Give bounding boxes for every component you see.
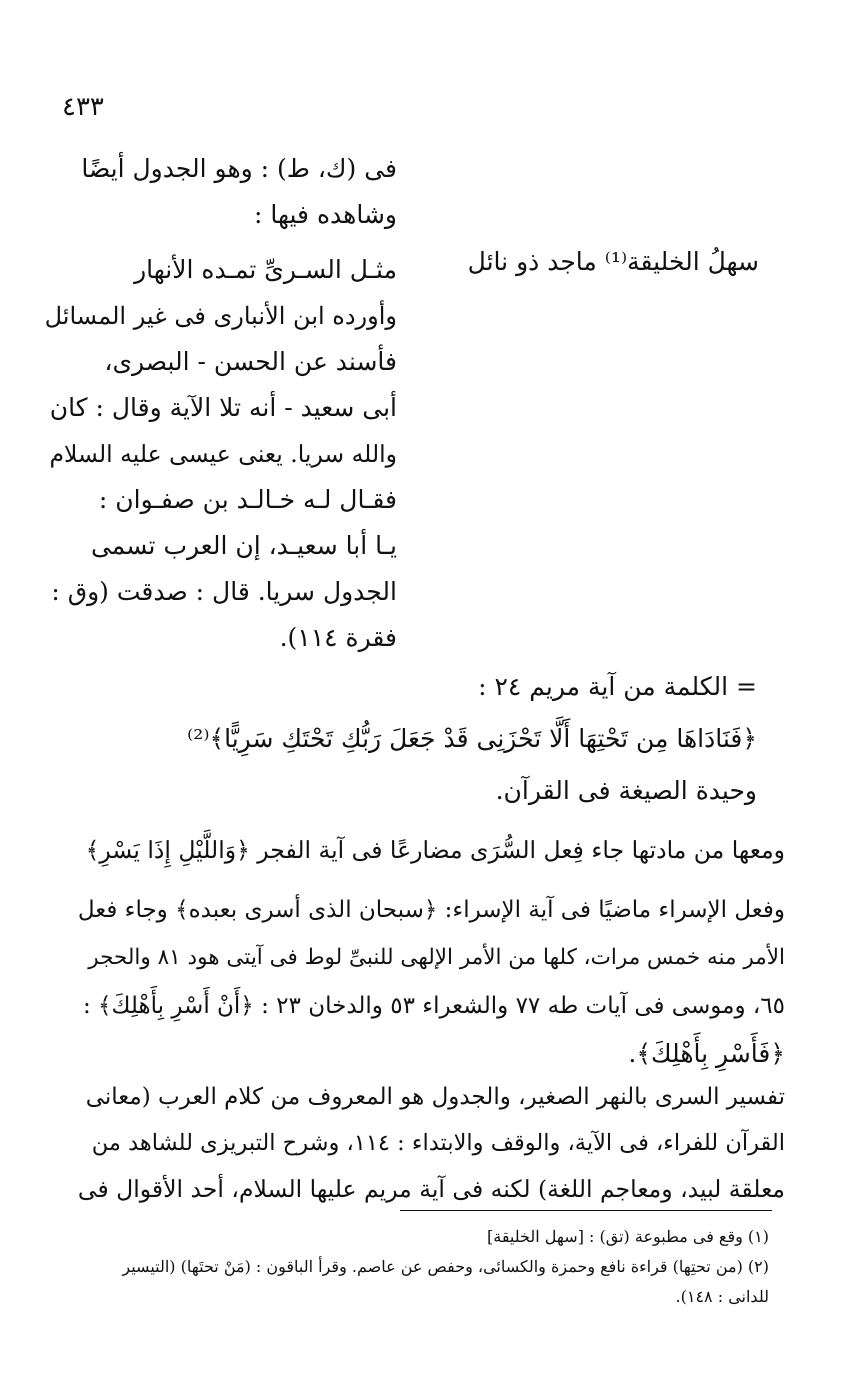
footnote-1: (١) وقع فى مطبوعة (تق) : [سهل الخليقة]	[487, 1227, 769, 1246]
quran-verse: ﴿فَنَادَاهَا مِن تَحْتِهَا أَلَّا تَحْزَنِى قَدْ جَعَلَ رَبُّكِ تَحْتَكِ سَرِيًّا﴾⁽²⁾	[187, 724, 757, 753]
paragraph-2	[77, 886, 785, 1078]
text-line: معلقة لبيد، ومعاجم اللغة) لكنه فى آية مريم عليها السلام، أحد الأقوال فى	[77, 1175, 785, 1203]
text-line: ٦٥، وموسى فى آيات طه ٧٧ والشعراء ٥٣ والدخان ٢٣ : ﴿أَنْ أَسْرِ بِأَهْلِكَ﴾ :	[82, 993, 785, 1019]
paragraph-3	[77, 1074, 785, 1212]
footnote-2: (٢) (من تحتِها) قراءة نافع وحمزة والكسائى، وحفص عن عاصم. وقرأ الباقون : (مَنْ تحتَها) (التيسير	[122, 1257, 769, 1276]
footnote-2-continued: للدانى : ١٤٨).	[675, 1287, 769, 1306]
footnotes	[77, 1222, 769, 1312]
text-line: تفسير السرى بالنهر الصغير، والجدول هو المعروف من كلام العرب (معانى	[85, 1084, 785, 1110]
text-line: ﴿فَأَسْرِ بِأَهْلِكَ﴾.	[628, 1039, 785, 1068]
text-line: فقـال لـه خـالـد بن صفـوان :	[98, 485, 397, 514]
text-line: وشاهده فيها :	[254, 200, 397, 229]
text-line: أبى سعيد - أنه تلا الآية وقال : كان	[49, 393, 397, 422]
text-line: الأمر منه خمس مرات، كلها من الأمر الإلهى للنبىِّ لوط فى آيتى هود ٨١ والحجر	[88, 945, 785, 970]
text-line: فقرة ١١٤).	[279, 623, 397, 652]
top-right-text	[45, 146, 397, 238]
text-line: = الكلمة من آية مريم ٢٤ :	[478, 672, 757, 701]
text-line: فأسند عن الحسن - البصرى،	[104, 347, 397, 376]
page-number: ٤٣٣	[62, 92, 104, 122]
verse-hemistich-right	[439, 242, 759, 282]
footnote-divider	[400, 1210, 772, 1211]
text-line: ومعها من مادتها جاء فِعل السُّرَى مضارعًا فى آية الفجر ﴿وَاللَّيْلِ إِذَا يَسْرِ﴾	[85, 836, 785, 864]
text-line: فى (ك، ط) : وهو الجدول أيضًا	[81, 154, 397, 183]
text-line: وأورده ابن الأنبارى فى غير المسائل	[44, 302, 397, 330]
verse-text: سهلُ الخليقة⁽¹⁾ ماجد ذو نائل	[467, 247, 759, 276]
text-line: الجدول سريا. قال : صدقت (وق :	[51, 577, 397, 606]
quran-citation	[117, 661, 757, 817]
paragraph-1	[77, 825, 785, 875]
text-line: وفعل الإسراء ماضيًا فى آية الإسراء: ﴿سبحان الذى أسرى بعبده﴾ وجاء فعل	[77, 897, 785, 923]
verse-left-column	[45, 247, 397, 661]
text-line: وحيدة الصيغة فى القرآن.	[495, 776, 757, 805]
text-line: القرآن للفراء، فى الآية، والوقف والابتداء : ١١٤، وشرح التبريزى للشاهد من	[91, 1130, 785, 1156]
text-line: والله سريا. يعنى عيسى عليه السلام	[49, 440, 397, 468]
text-line: مثـل السـرىِّ تمـده الأنهار	[134, 255, 397, 284]
text-line: يـا أبا سعيـد، إن العرب تسمى	[90, 531, 397, 560]
